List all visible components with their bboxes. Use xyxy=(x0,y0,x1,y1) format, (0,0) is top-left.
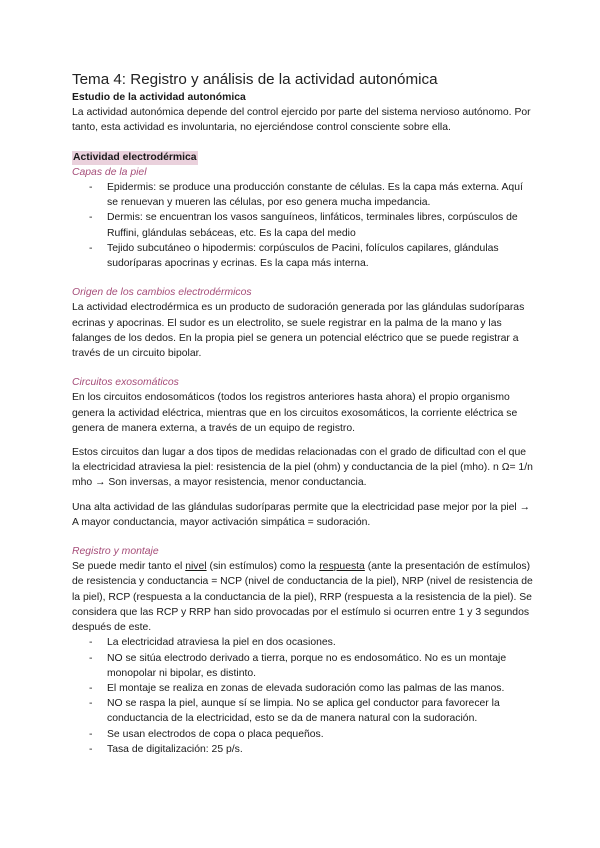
capas-list xyxy=(72,180,534,271)
origen-subtitle: Origen de los cambios electrodérmicos xyxy=(72,287,252,299)
text-run: (sin estímulos) como la xyxy=(206,561,320,573)
circuitos-paragraph-3: Una alta actividad de las glándulas sudoríparas permite que la electricidad pase mejor por la piel → A mayor conductancia, mayor activación simpática = sudoración. xyxy=(72,501,531,528)
list-item: - Epidermis: se produce una producción constante de células. Es la capa más externa. Aquí se renuevan y mueren las células, por eso genera mucha impedancia. xyxy=(107,180,534,210)
electro-heading: Actividad electrodérmica xyxy=(73,151,197,163)
circuitos-subtitle: Circuitos exosomáticos xyxy=(72,377,179,389)
nivel-underlined: nivel xyxy=(185,561,207,573)
intro-paragraph: La actividad autonómica depende del control ejercido por parte del sistema nervioso autónomo. Por tanto, esta actividad es involuntaria, no ejerciéndose control consciente sobre ella. xyxy=(72,107,531,134)
registro-list xyxy=(72,635,534,757)
list-item: - La electricidad atraviesa la piel en dos ocasiones. xyxy=(107,635,534,650)
page-title: Tema 4: Registro y análisis de la actividad autonómica xyxy=(72,71,438,88)
registro-paragraph xyxy=(72,559,534,635)
circuitos-paragraph-2: Estos circuitos dan lugar a dos tipos de medidas relacionadas con el grado de dificultad con el que la electricidad atraviesa la piel: resistencia de la piel (ohm) y conductancia de la piel (mho). n Ω= 1/n mho → Son inversas, a mayor resistencia, menor conductancia. xyxy=(72,447,533,489)
respuesta-underlined: respuesta xyxy=(319,561,365,573)
capas-subtitle: Capas de la piel xyxy=(72,166,147,178)
registro-subtitle: Registro y montaje xyxy=(72,546,159,558)
list-item: - Se usan electrodos de copa o placa pequeños. xyxy=(107,727,534,742)
section-heading-wrap xyxy=(72,150,534,165)
text-run: (ante la presentación de estímulos) de resistencia y conductancia = NCP (nivel de conductancia de la piel), NRP (nivel de resistencia de la piel), RCP (respuesta a la conductancia de la piel), RRP (respuesta a la resistencia de la piel). Se considera que las RCP y RRP han sido provocadas por el estímulo si ocurren entre 1 y 3 segundos después de este. xyxy=(72,561,533,634)
list-item: - NO se sitúa electrodo derivado a tierra, porque no es endosomático. No es un montaje monopolar ni bipolar, es distinto. xyxy=(107,651,534,681)
document-page xyxy=(72,70,534,757)
intro-heading: Estudio de la actividad autonómica xyxy=(72,92,246,103)
list-item: - Dermis: se encuentran los vasos sanguíneos, linfáticos, terminales libres, corpúsculos de Ruffini, glándulas sebáceas, etc. Es la capa del medio xyxy=(107,210,534,240)
list-item: - Tasa de digitalización: 25 p/s. xyxy=(107,742,534,757)
list-item: - NO se raspa la piel, aunque sí se limpia. No se aplica gel conductor para favorecer la conductancia de la electricidad, esto se da de manera natural con la sudoración. xyxy=(107,696,534,726)
circuitos-paragraph-1: En los circuitos endosomáticos (todos los registros anteriores hasta ahora) el propio organismo genera la actividad eléctrica, mientras que en los circuitos exosomáticos, la corriente eléctrica se genera de manera externa, a través de un equipo de registro. xyxy=(72,392,518,434)
list-item: - El montaje se realiza en zonas de elevada sudoración como las palmas de las manos. xyxy=(107,681,534,696)
list-item: - Tejido subcutáneo o hipodermis: corpúsculos de Pacini, folículos capilares, glándulas sudoríparas apocrinas y ecrinas. Es la capa más interna. xyxy=(107,241,534,271)
origen-paragraph: La actividad electrodérmica es un producto de sudoración generada por las glándulas sudoríparas ecrinas y apocrinas. El sudor es un electrolito, se suele registrar en la palma de la mano y las falanges de los dedos. En la propia piel se genera un potencial eléctrico que se puede registrar a través de un circuito bipolar. xyxy=(72,302,525,360)
text-run: Se puede medir tanto el xyxy=(72,561,186,573)
